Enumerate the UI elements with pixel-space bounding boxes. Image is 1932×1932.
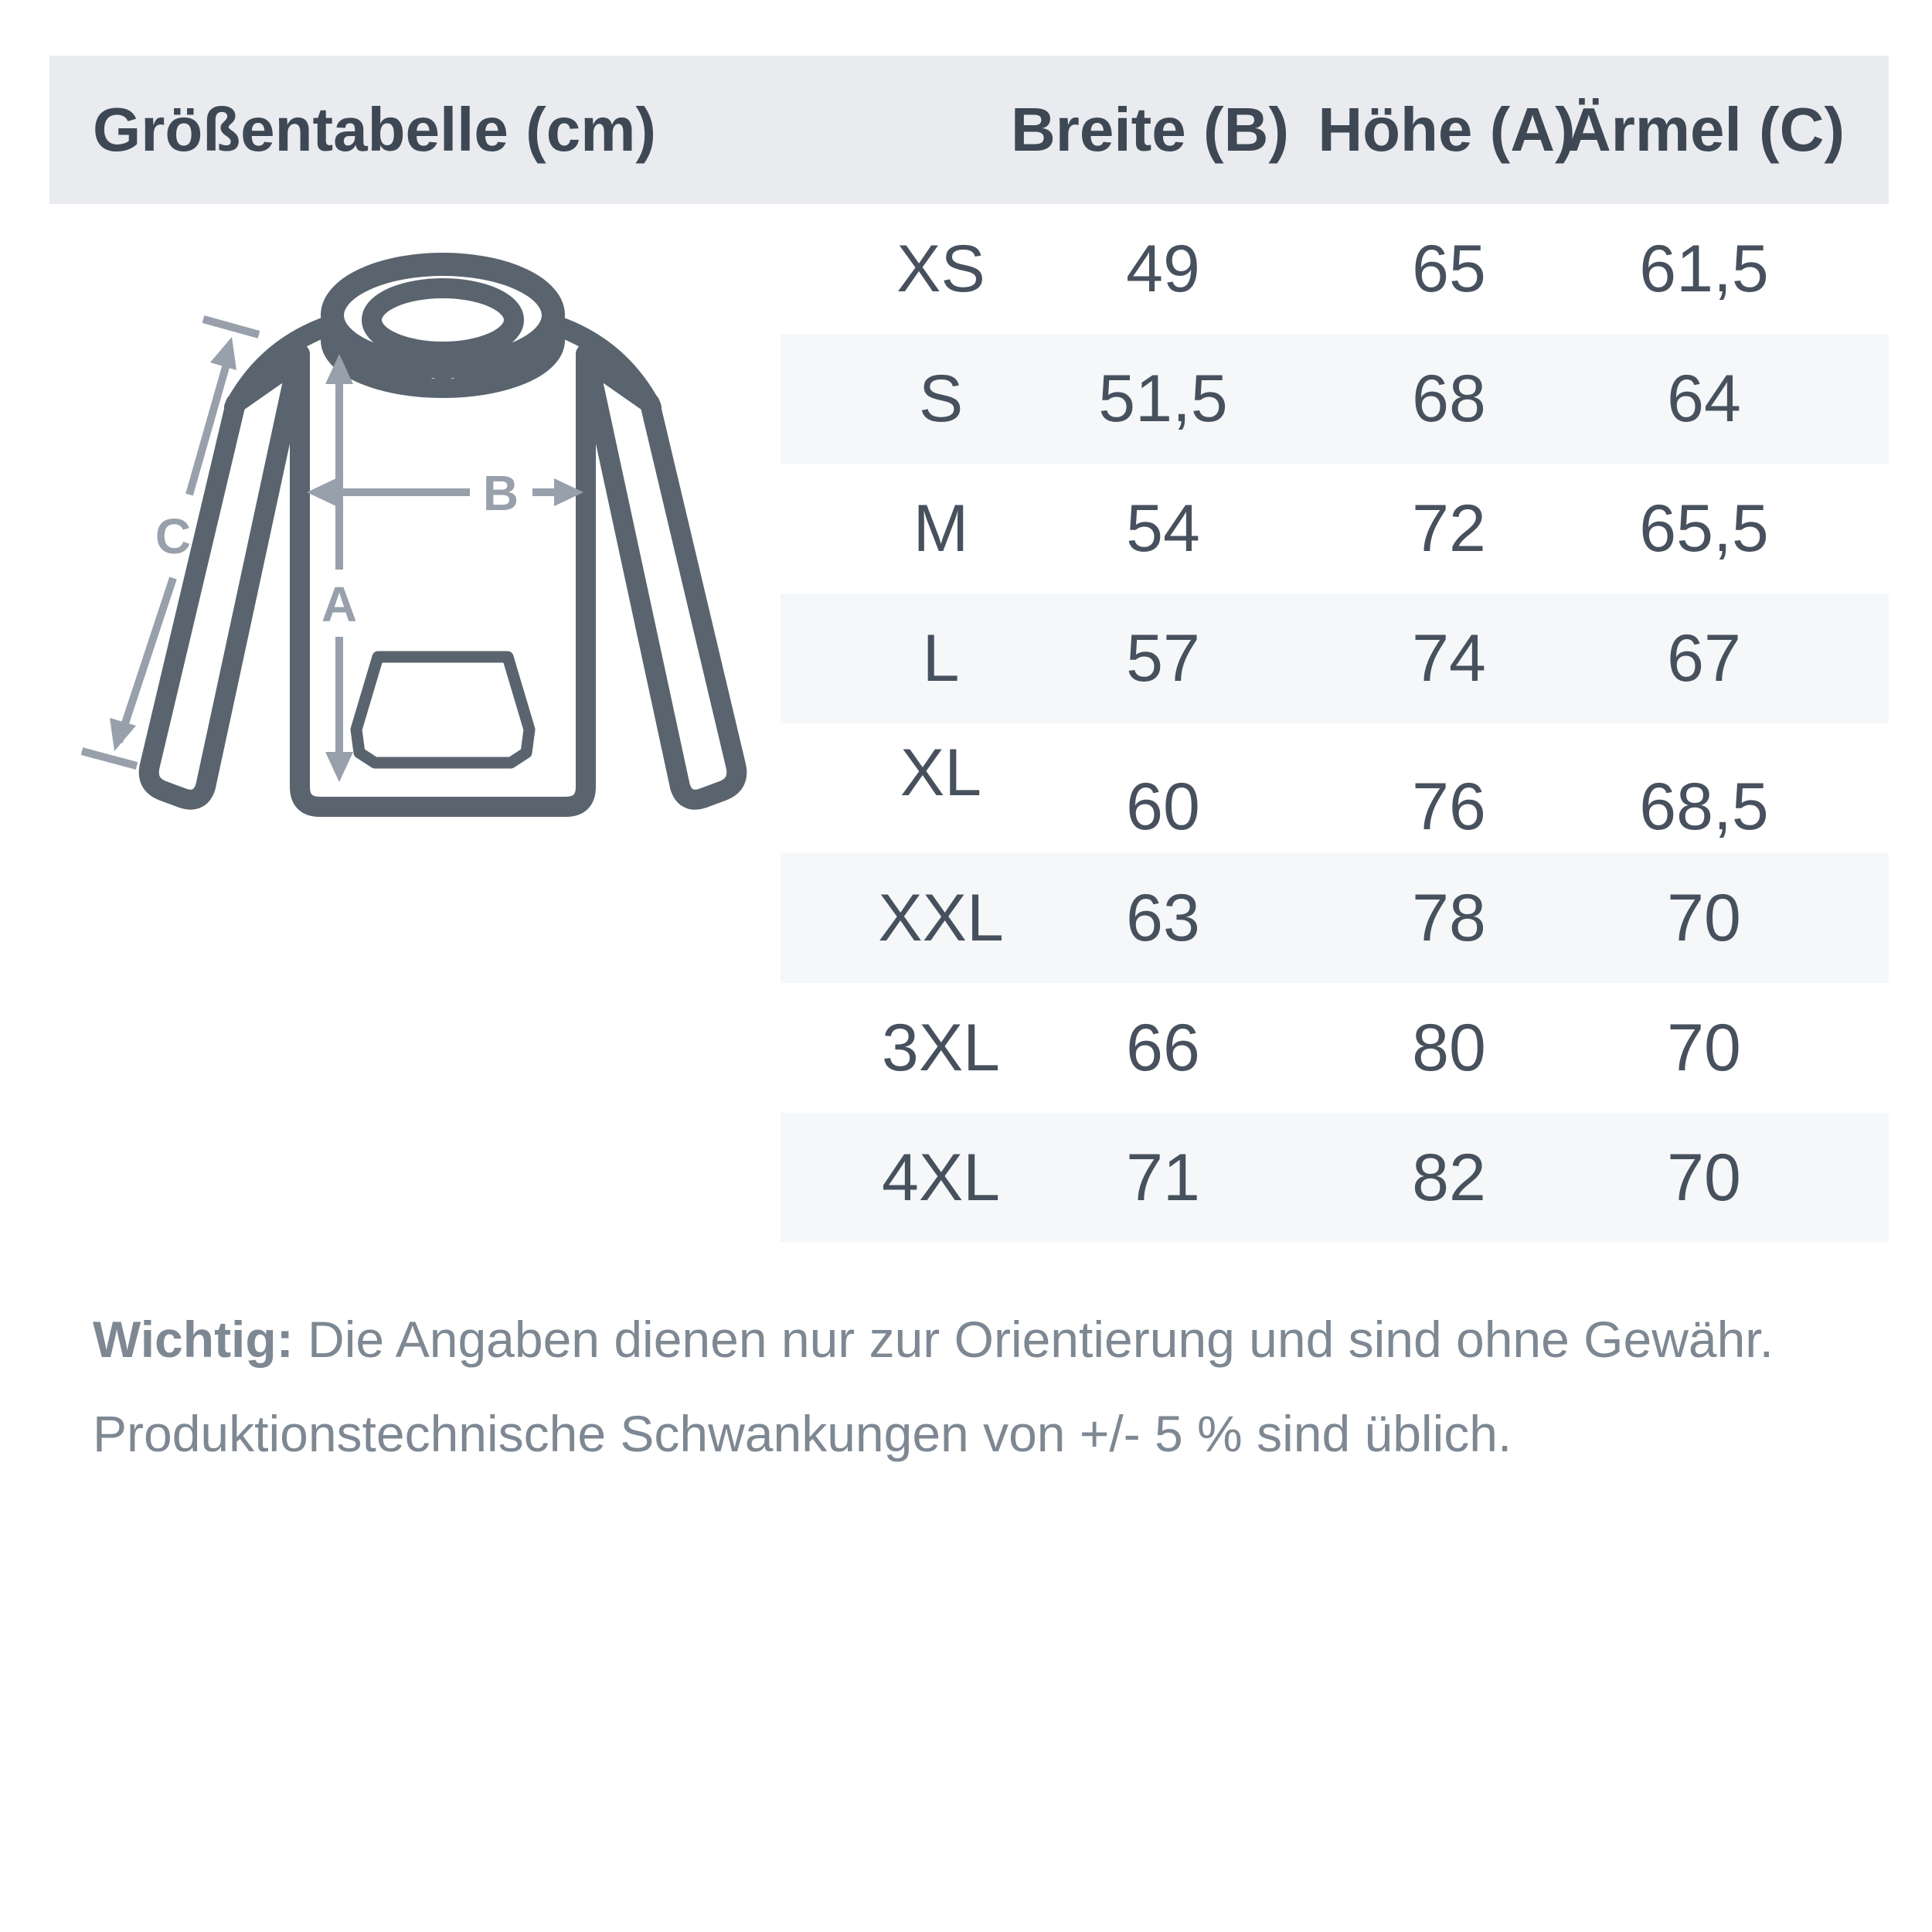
column-header-aermel: Ärmel (C) [1566,95,1845,164]
page-title: Größentabelle (cm) [93,95,657,164]
hoodie-diagram [62,185,773,1097]
aermel-value: 65,5 [1639,492,1769,566]
table-row-m [781,464,1889,594]
breite-value: 71 [1126,1141,1200,1215]
size-label: L [922,621,960,696]
aermel-value: 64 [1667,362,1741,436]
column-header-hoehe: Höhe (A) [1318,95,1576,164]
measure-c-top-tick [203,319,259,335]
size-label: 4XL [881,1141,1001,1215]
aermel-value: 70 [1667,881,1741,955]
disclaimer-important-label: Wichtig: [93,1311,294,1368]
size-chart-header [49,56,1889,204]
disclaimer-text-1: Die Angaben dienen nur zur Orientierung und sind ohne Gewähr. [293,1311,1774,1368]
right-sleeve [588,360,736,800]
size-label: S [918,362,964,436]
measure-c-bottom-tick [82,751,137,766]
disclaimer [93,1292,1870,1481]
hoehe-value: 78 [1412,881,1486,955]
breite-value: 54 [1126,492,1200,566]
measure-a-label: A [321,577,358,632]
table-row-3xl [781,983,1889,1113]
measure-b-label: B [482,465,519,521]
table-row-xxl [781,853,1889,983]
hood [332,264,553,386]
disclaimer-line-1 [93,1292,1870,1386]
aermel-value: 61,5 [1639,232,1769,306]
kangaroo-pocket [356,657,529,763]
hoehe-value: 68 [1412,362,1486,436]
hoehe-value: 65 [1412,232,1486,306]
size-label: M [913,492,969,566]
size-label: 3XL [881,1011,1001,1085]
disclaimer-line-2: Produktionstechnische Schwankungen von +/- 5 % sind üblich. [93,1405,1512,1462]
table-row-xs [781,204,1889,334]
table-row-l [781,594,1889,723]
aermel-value: 70 [1667,1141,1741,1215]
breite-value: 49 [1126,232,1200,306]
hoehe-value: 74 [1412,621,1486,696]
breite-value: 51,5 [1098,362,1228,436]
hood-drawstring-notch [421,371,464,379]
breite-value: 60 [1126,770,1200,844]
hoehe-value: 80 [1412,1011,1486,1085]
aermel-value: 67 [1667,621,1741,696]
aermel-value: 70 [1667,1011,1741,1085]
aermel-value: 68,5 [1639,770,1769,844]
size-label: XL [900,736,982,810]
column-header-breite: Breite (B) [1010,95,1290,164]
table-row-xl [781,723,1889,853]
table-row-s [781,334,1889,464]
size-label: XS [896,232,985,306]
breite-value: 57 [1126,621,1200,696]
hoehe-value: 72 [1412,492,1486,566]
table-row-4xl [781,1113,1889,1243]
hood-opening [372,288,514,352]
measure-c-label: C [155,509,192,564]
size-label: XXL [878,881,1004,955]
breite-value: 63 [1126,881,1200,955]
hoehe-value: 76 [1412,770,1486,844]
breite-value: 66 [1126,1011,1200,1085]
hoehe-value: 82 [1412,1141,1486,1215]
